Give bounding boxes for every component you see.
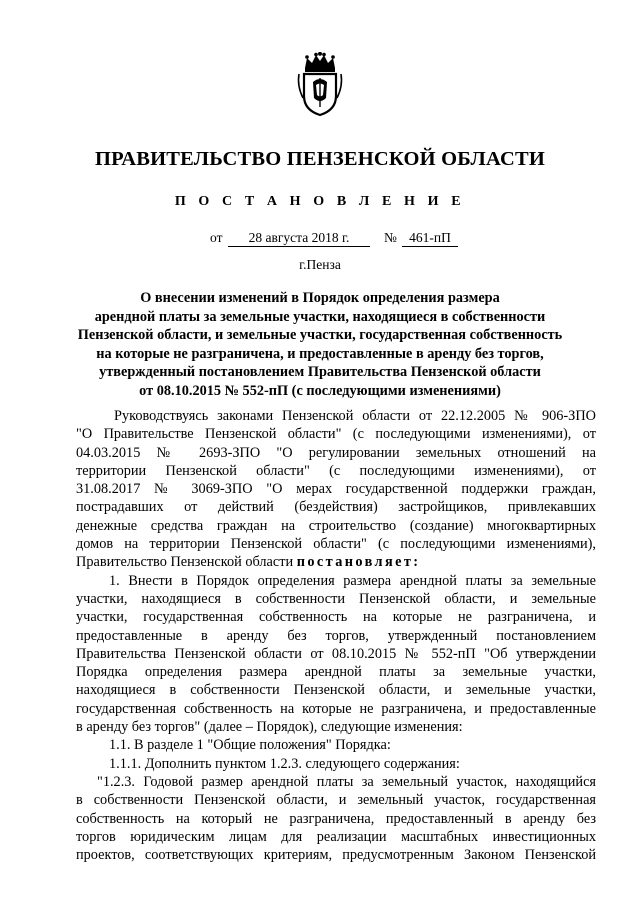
title-line: от 08.10.2015 № 552-пП (с последующими изменениями) <box>139 382 501 399</box>
body-line: Руководствуясь законами Пензенской области от 22.12.2005 № 906-ЗПО <box>114 408 596 424</box>
date-number-line <box>0 230 640 248</box>
body-line: Правительства Пензенской области от 08.10.2015 № 552-пП "Об утверждении <box>76 645 596 662</box>
title-line: Пензенской области, и земельные участки, государственная собственность <box>77 327 563 344</box>
body-line: домов на территории Пензенской области" (с последующими изменениями), <box>76 536 596 553</box>
body-line: торгов юридическим лицам для реализации масштабных инвестиционных <box>76 828 596 845</box>
number-prefix: № <box>384 230 397 245</box>
document-body <box>76 407 596 864</box>
body-line: участки, находящиеся в собственности Пензенской области, и земельные <box>76 590 596 607</box>
body-line: 04.03.2015 № 2693-ЗПО "О регулировании земельных отношений на <box>76 444 596 461</box>
government-title: ПРАВИТЕЛЬСТВО ПЕНЗЕНСКОЙ ОБЛАСТИ <box>95 148 545 170</box>
body-line: пострадавших от действий (бездействия) застройщиков, привлекавших <box>76 499 596 516</box>
body-line: "О Правительстве Пензенской области" (с последующими изменениями), от <box>76 426 596 443</box>
title-line: на которые не разграничена, и предоставленные в аренду без торгов, <box>96 345 544 362</box>
body-line: участки, государственная собственность на которые не разграничена, и <box>76 609 596 626</box>
body-line: находящиеся в собственности Пензенской области, и земельные участки, <box>76 682 596 699</box>
document-type: П О С Т А Н О В Л Е Н И Е <box>174 194 466 209</box>
body-line: 1.1.1. Дополнить пунктом 1.2.3. следующего содержания: <box>109 755 460 772</box>
title-line: О внесении изменений в Порядок определения размера <box>140 290 500 306</box>
body-line-text: Правительство Пензенской области <box>76 554 294 571</box>
body-line: государственная собственность на которые не разграничена, и предоставленные <box>76 700 596 717</box>
coat-of-arms-emblem <box>293 52 347 118</box>
body-line: 31.08.2017 № 3069-ЗПО "О мерах государственной поддержки граждан, <box>76 481 596 498</box>
body-line: 1.1. В разделе 1 "Общие положения" Порядка: <box>109 737 391 754</box>
body-line: Порядка определения размера арендной платы за земельные участки, <box>76 664 596 681</box>
date-prefix: от <box>210 230 223 245</box>
body-line-resolves <box>76 553 596 571</box>
body-line: "1.2.3. Годовой размер арендной платы за земельный участок, находящийся <box>97 773 596 790</box>
document-number: 461-пП <box>402 230 458 247</box>
body-line: 1. Внести в Порядок определения размера арендной платы за земельные <box>109 572 596 589</box>
document-date: 28 августа 2018 г. <box>228 230 370 247</box>
body-line: проектов, соответствующих критериям, предусмотренным Законом Пензенской <box>76 847 596 864</box>
body-line: предоставленные в аренду без торгов, утвержденный постановлением <box>76 627 596 644</box>
document-city: г.Пенза <box>299 257 341 272</box>
document-subject-title <box>60 289 580 401</box>
body-line: в аренду без торгов" (далее – Порядок), следующие изменения: <box>76 719 463 736</box>
title-line: арендной платы за земельные участки, находящиеся в собственности <box>94 308 546 325</box>
body-line: собственность на который не разграничена, предоставленный в аренду без <box>76 810 596 827</box>
body-line: территории Пензенской области" (с последующими изменениями), от <box>76 462 596 479</box>
body-line: денежные средства граждан на строительство (создание) многоквартирных <box>76 517 596 534</box>
resolves-word: постановляет: <box>296 554 421 571</box>
body-line: в собственности Пензенской области, и земельный участок, государственная <box>76 792 596 809</box>
title-line: утвержденный постановлением Правительства Пензенской области <box>99 364 541 381</box>
